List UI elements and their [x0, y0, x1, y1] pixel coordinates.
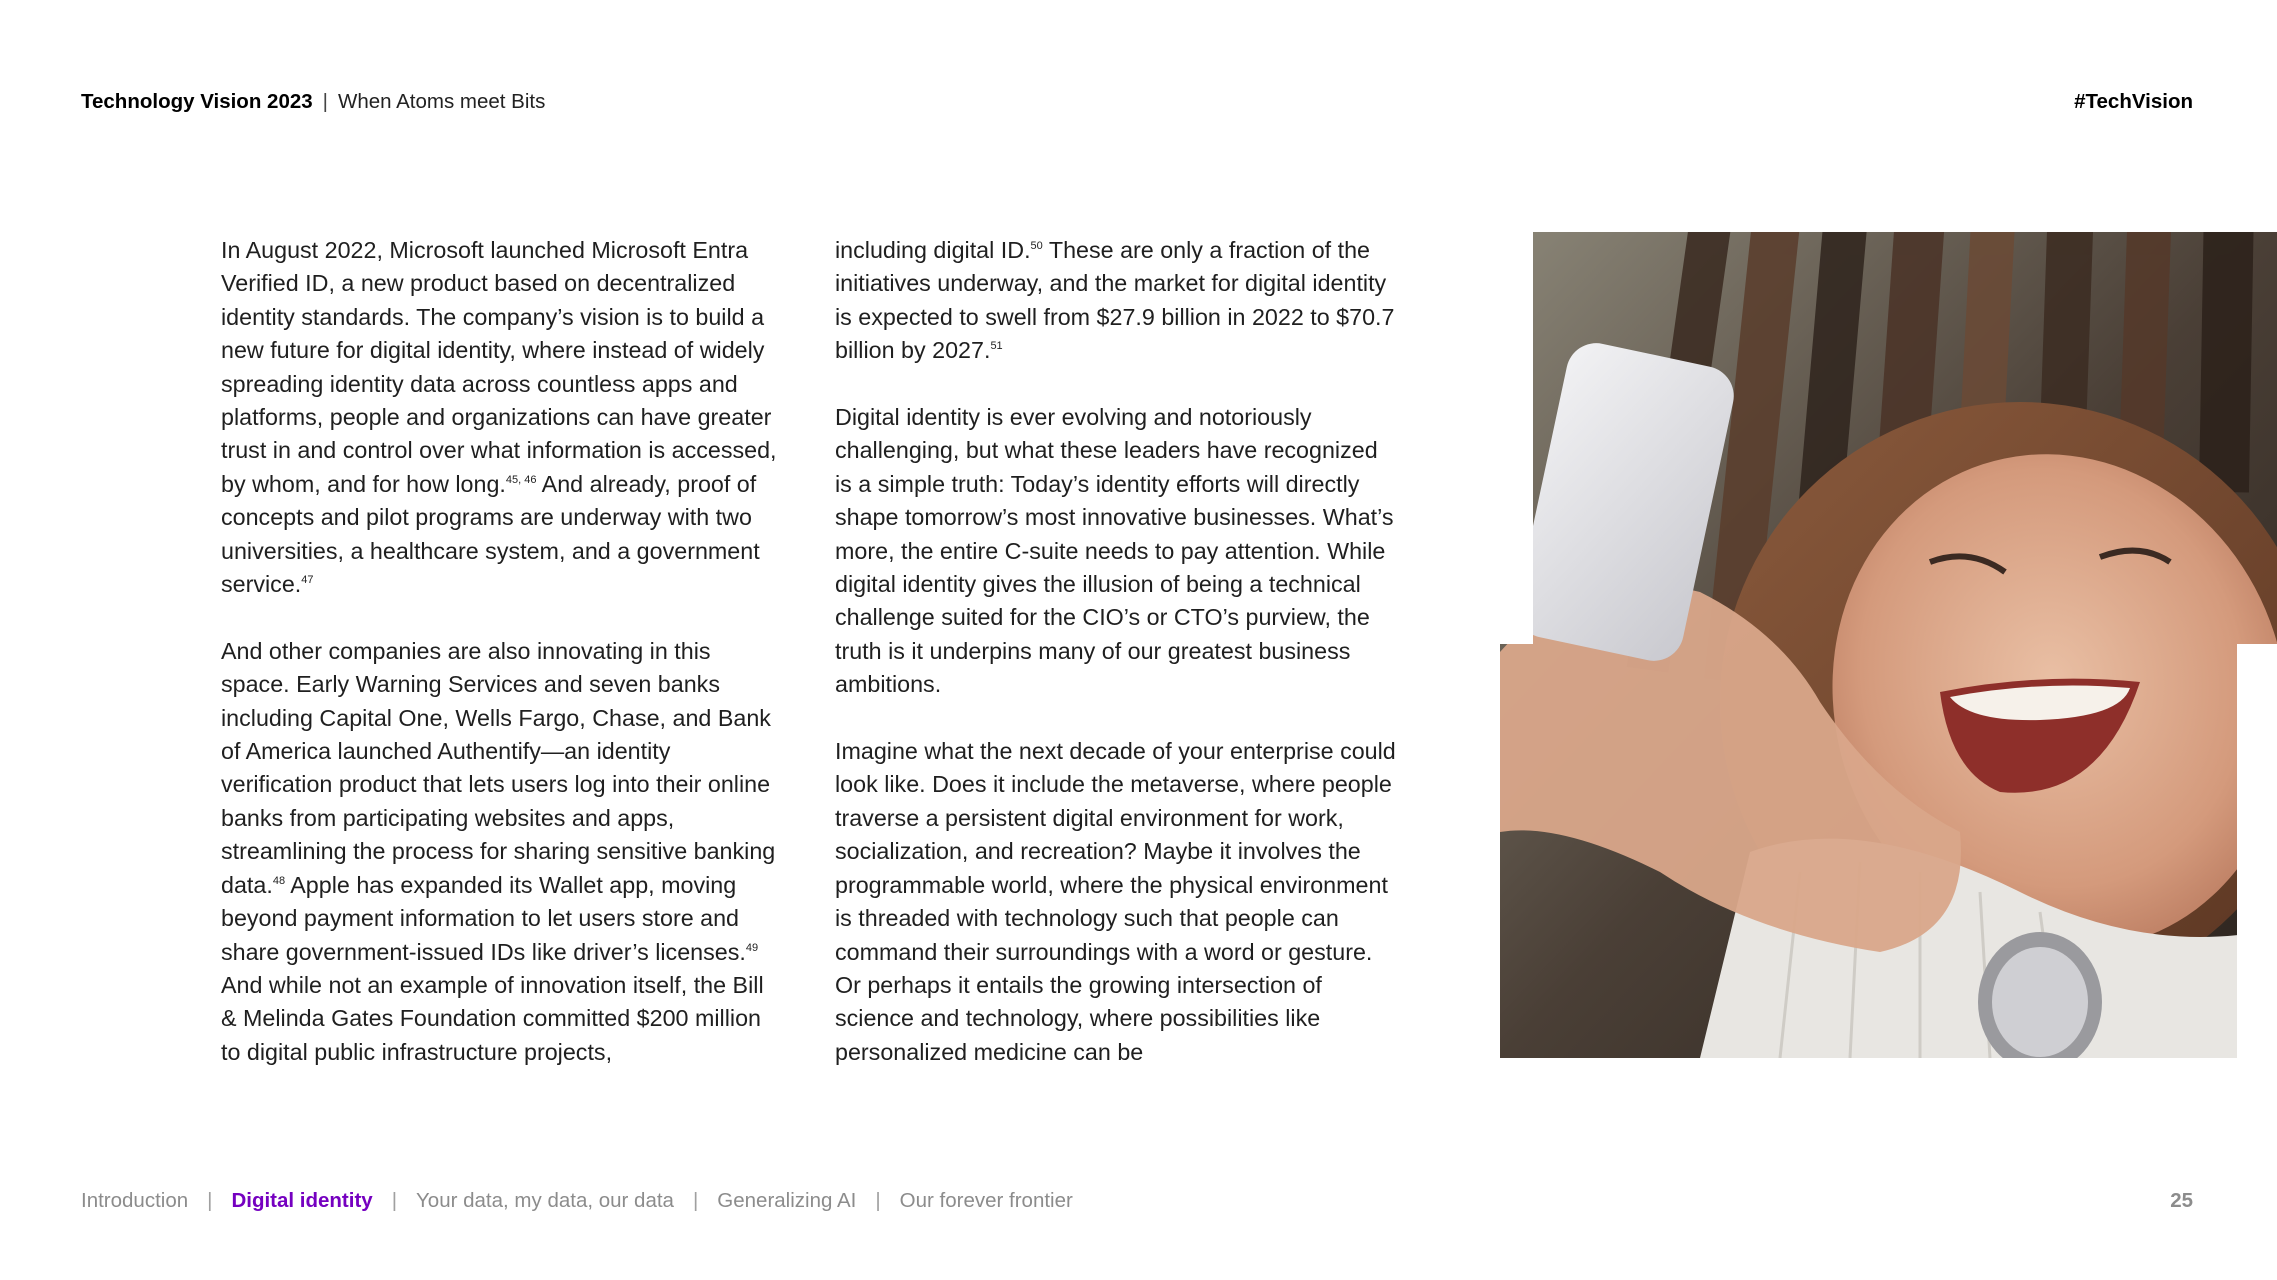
paragraph-text: And already, proof of concepts and pilot programs are underway with two universities, a healthcare system, and a government service.: [221, 470, 760, 598]
nav-item-digital-identity[interactable]: Digital identity: [231, 1189, 373, 1212]
page-footer: [81, 1186, 2193, 1216]
paragraph-text: Apple has expanded its Wallet app, moving beyond payment information to let users store and share government-issued IDs like driver’s licenses.: [221, 871, 746, 965]
paragraph-text: And other companies are also innovating in this space. Early Warning Services and seven banks including Capital One, Wells Fargo, Chase, and Bank of America launched Authentify—an identity verification product that lets users log into their online banks from participating websites and apps, streamlining the process for sharing sensitive banking data.: [221, 637, 776, 898]
text-column-middle: [835, 234, 1397, 1069]
nav-item-your-data[interactable]: Your data, my data, our data: [416, 1189, 674, 1212]
paragraph-text: In August 2022, Microsoft launched Microsoft Entra Verified ID, a new product based on decentralized identity standards. The company’s vision is to build a new future for digital identity, where instead of widely spreading identity data across countless apps and platforms, people and organizations can have greater trust in and control over what information is accessed, by whom, and for how long.: [221, 237, 777, 497]
page-number: 25: [2170, 1189, 2193, 1212]
paragraph-text: These are only a fraction of the initiatives underway, and the market for digital identity is expected to swell from $27.9 billion in 2022 to $70.7 billion by 2027.: [835, 237, 1395, 364]
hero-photo: [1500, 232, 2277, 1058]
photo-illustration: [1500, 232, 2277, 1058]
paragraph-text: including digital ID.: [835, 237, 1031, 263]
footnote-ref[interactable]: 48: [272, 874, 286, 887]
footnote-ref[interactable]: 50: [1030, 240, 1043, 252]
footnote-ref[interactable]: 49: [745, 941, 759, 954]
nav-separator: |: [207, 1189, 213, 1212]
hashtag-label: #TechVision: [2074, 90, 2193, 113]
nav-item-introduction[interactable]: Introduction: [81, 1189, 189, 1212]
footnote-ref[interactable]: 51: [990, 340, 1003, 353]
paragraph-text: And while not an example of innovation itself, the Bill & Melinda Gates Foundation committed $200 million to digital public infrastructure projects,: [221, 971, 764, 1065]
header-separator: |: [322, 90, 328, 113]
nav-item-generalizing-ai[interactable]: Generalizing AI: [717, 1189, 857, 1212]
text-column-left: [221, 234, 783, 1069]
header-title-group: [81, 90, 545, 114]
section-nav: [81, 1189, 1073, 1213]
page-header: [81, 86, 2193, 118]
footnote-ref[interactable]: 45, 46: [505, 473, 537, 486]
paragraph: Imagine what the next decade of your enterprise could look like. Does it include the metaverse, where people traverse a persistent digital environment for work, socialization, and recreation? Maybe it involves the programmable world, where the physical environment is threaded with technology such that people can command their surroundings with a word or gesture. Or perhaps it entails the growing intersection of science and technology, where possibilities like personalized medicine can be: [835, 738, 1396, 1065]
document-title: Technology Vision 2023: [81, 90, 313, 113]
paragraph: [835, 234, 1397, 368]
paragraph: [221, 234, 783, 601]
nav-separator: |: [875, 1189, 881, 1212]
nav-separator: |: [692, 1189, 699, 1212]
paragraph: Digital identity is ever evolving and notoriously challenging, but what these leaders have recognized is a simple truth: Today’s identity efforts will directly shape tomorrow’s most innovative businesses. What’s more, the entire C-suite needs to pay attention. While digital identity gives the illusion of being a technical challenge suited for the CIO’s or CTO’s purview, the truth is it underpins many of our greatest business ambitions.: [835, 404, 1394, 698]
paragraph: [221, 635, 783, 1069]
footnote-ref[interactable]: 47: [301, 574, 314, 587]
nav-item-forever-frontier[interactable]: Our forever frontier: [899, 1189, 1073, 1212]
document-subtitle: When Atoms meet Bits: [337, 90, 546, 113]
nav-separator: |: [391, 1189, 398, 1212]
